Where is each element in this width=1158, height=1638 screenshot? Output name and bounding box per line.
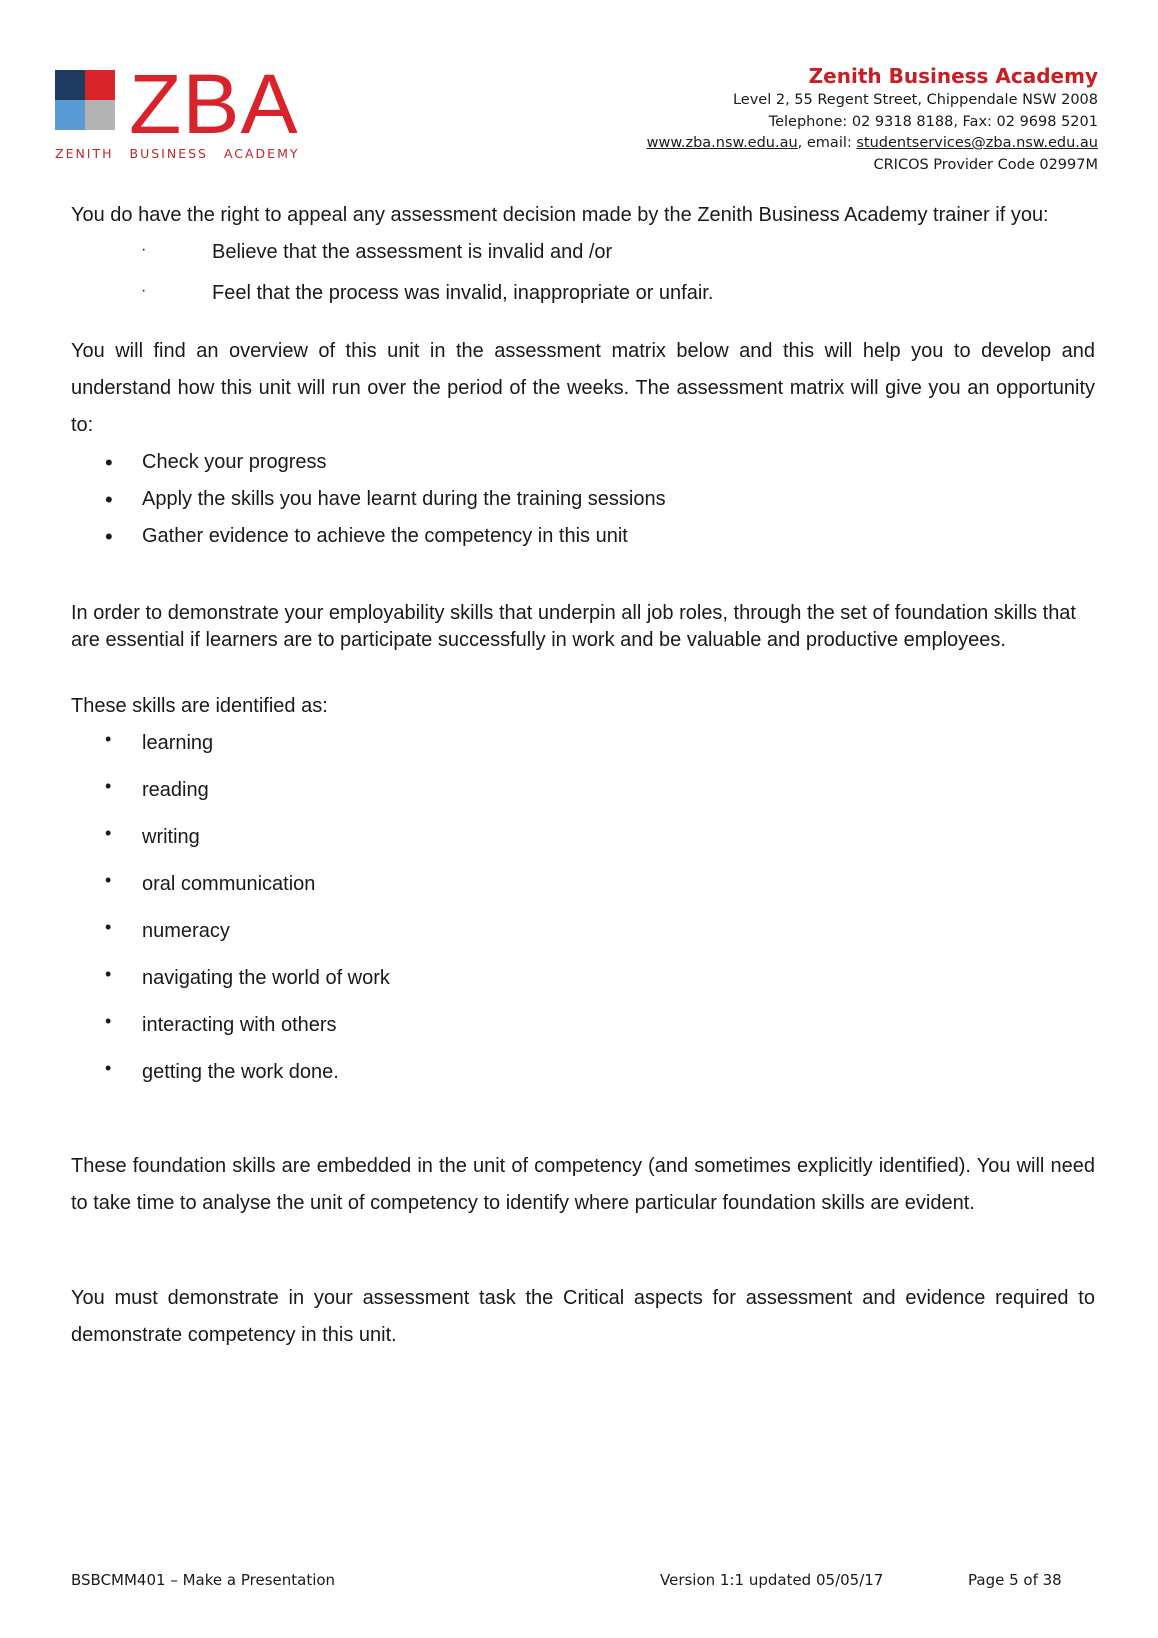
- bullet-icon: ·: [141, 282, 147, 299]
- contact-block: [647, 62, 1098, 176]
- page-content: [71, 197, 1095, 1354]
- bullet-icon: •: [105, 450, 113, 475]
- skills-intro: These skills are identified as:: [71, 695, 328, 717]
- phone-fax: Telephone: 02 9318 8188, Fax: 02 9698 5201: [768, 113, 1098, 130]
- logo-square-blue: [55, 100, 85, 130]
- logo-square-grey: [85, 100, 115, 130]
- employability-text: In order to demonstrate your employability skills that underpin all job roles, through the set of foundation skills that are essential if learners are to participate successfully in work and be valuable and productive employees.: [71, 602, 1076, 651]
- address: Level 2, 55 Regent Street, Chippendale NSW 2008: [732, 92, 1098, 108]
- list-item: • interacting with others: [71, 1008, 1095, 1055]
- bullet-icon: •: [105, 823, 112, 843]
- list-item: • navigating the world of work: [71, 961, 1095, 1008]
- list-item: • Check your progress: [71, 444, 1095, 481]
- bullet-icon: •: [105, 870, 112, 890]
- logo-square-red: [85, 70, 115, 100]
- skills-list: [71, 726, 1095, 1102]
- website-link[interactable]: www.zba.nsw.edu.au: [646, 135, 798, 151]
- email-link[interactable]: studentservices@zba.nsw.edu.au: [856, 135, 1098, 151]
- overview-text: You will find an overview of this unit in the assessment matrix below and this will help you to develop and understand how this unit will run over the period of the weeks. The assessment matrix will give you an opportunity to:: [71, 340, 1095, 436]
- bullet-icon: ·: [141, 241, 147, 258]
- org-name: Zenith Business Academy: [808, 64, 1098, 88]
- bullet-icon: •: [105, 524, 113, 549]
- list-item: • Gather evidence to achieve the competency in this unit: [71, 518, 1095, 555]
- list-item: • oral communication: [71, 867, 1095, 914]
- bullet-icon: •: [105, 964, 112, 984]
- email-label: , email:: [797, 135, 857, 151]
- footer-version: Version 1:1 updated 05/05/17: [660, 1571, 884, 1589]
- logo-text: ZBA: [129, 57, 299, 151]
- cricos-code: CRICOS Provider Code 02997M: [873, 156, 1098, 173]
- web-email-line: [647, 133, 1098, 155]
- list-item: • numeracy: [71, 914, 1095, 961]
- overview-list: [71, 444, 1095, 555]
- list-item: · Believe that the assessment is invalid and /or: [71, 234, 1095, 275]
- list-item: • getting the work done.: [71, 1055, 1095, 1102]
- zba-logo: [55, 57, 305, 170]
- foundation-text: These foundation skills are embedded in the unit of competency (and sometimes explicitly identified). You will need to take time to analyse the unit of competency to identify where particular foundation skills are evident.: [71, 1155, 1095, 1214]
- list-item: • reading: [71, 773, 1095, 820]
- bullet-icon: •: [105, 1058, 112, 1078]
- footer-page-number: Page 5 of 38: [968, 1571, 1062, 1589]
- appeal-intro: You do have the right to appeal any assessment decision made by the Zenith Business Academy trainer if you:: [71, 204, 1049, 226]
- critical-aspects-text: You must demonstrate in your assessment task the Critical aspects for assessment and evidence required to demonstrate competency in this unit.: [71, 1287, 1095, 1346]
- page-header: [0, 0, 1158, 190]
- bullet-icon: •: [105, 917, 112, 937]
- list-item: • writing: [71, 820, 1095, 867]
- list-item: • Apply the skills you have learnt during the training sessions: [71, 481, 1095, 518]
- footer-unit: BSBCMM401 – Make a Presentation: [71, 1571, 336, 1589]
- bullet-icon: •: [105, 487, 113, 512]
- bullet-icon: •: [105, 776, 112, 796]
- logo-subtext: ZENITH BUSINESS ACADEMY: [55, 146, 300, 161]
- appeal-reasons-list: [71, 234, 1095, 316]
- bullet-icon: •: [105, 1011, 112, 1031]
- logo-square-navy: [55, 70, 85, 100]
- bullet-icon: •: [105, 729, 112, 749]
- list-item: · Feel that the process was invalid, inappropriate or unfair.: [71, 275, 1095, 316]
- list-item: • learning: [71, 726, 1095, 773]
